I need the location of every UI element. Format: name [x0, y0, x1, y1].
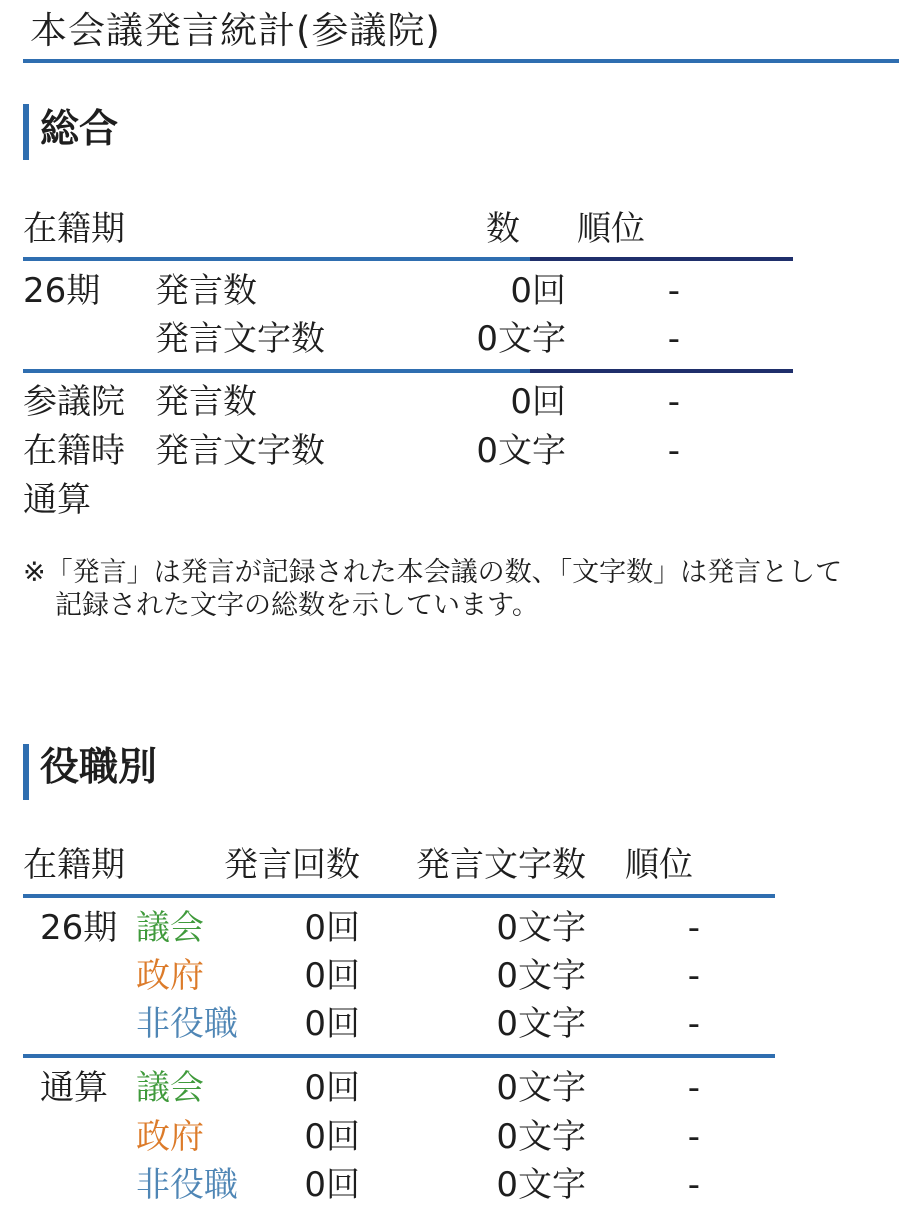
- count-value: 0回: [304, 1117, 360, 1157]
- chars-value: 0文字: [496, 1165, 586, 1205]
- table-divider: [23, 894, 775, 898]
- count-value: 0回: [304, 908, 360, 948]
- page-title: 本会議発言統計(参議院): [30, 9, 441, 52]
- column-header-period: 在籍期: [23, 845, 125, 885]
- column-header-count: 発言回数: [224, 845, 360, 885]
- period-label: 参議院: [23, 382, 125, 422]
- section-heading-summary: 総合: [40, 107, 119, 152]
- table-divider: [23, 257, 530, 261]
- chars-value: 0文字: [496, 1068, 586, 1108]
- metric-value: 0文字: [476, 431, 566, 471]
- chars-value: 0文字: [496, 956, 586, 996]
- metric-label: 発言数: [155, 271, 257, 311]
- column-header-chars: 発言文字数: [416, 845, 586, 885]
- table-divider: [530, 369, 793, 373]
- rank-value: -: [687, 1068, 700, 1108]
- footnote: 記録された文字の総数を示しています。: [55, 590, 539, 621]
- table-divider: [23, 1054, 775, 1058]
- column-header-count: 数: [486, 209, 520, 249]
- column-header-rank: 順位: [577, 209, 645, 249]
- column-header-period: 在籍期: [23, 209, 125, 249]
- rank-value: -: [687, 1004, 700, 1044]
- metric-value: 0回: [510, 382, 566, 422]
- role-label-parliament: 議会: [136, 908, 204, 948]
- role-label-no-post: 非役職: [136, 1165, 238, 1205]
- period-label: 在籍時: [23, 431, 125, 471]
- rank-value: -: [687, 908, 700, 948]
- period-label: 通算: [23, 480, 91, 520]
- period-label: 26期: [40, 908, 118, 948]
- count-value: 0回: [304, 1004, 360, 1044]
- role-label-government: 政府: [136, 956, 204, 996]
- count-value: 0回: [304, 956, 360, 996]
- chars-value: 0文字: [496, 1004, 586, 1044]
- metric-label: 発言文字数: [155, 319, 325, 359]
- footnote: ※「発言」は発言が記録された本会議の数、「文字数」は発言として: [23, 557, 843, 588]
- role-label-no-post: 非役職: [136, 1004, 238, 1044]
- role-label-government: 政府: [136, 1117, 204, 1157]
- metric-value: 0回: [510, 271, 566, 311]
- count-value: 0回: [304, 1068, 360, 1108]
- count-value: 0回: [304, 1165, 360, 1205]
- period-label: 通算: [40, 1068, 108, 1108]
- column-header-rank: 順位: [625, 845, 693, 885]
- title-divider: [23, 59, 899, 63]
- rank-value: -: [687, 1117, 700, 1157]
- metric-value: 0文字: [476, 319, 566, 359]
- period-label: 26期: [23, 271, 101, 311]
- rank-value: -: [667, 319, 680, 359]
- rank-value: -: [687, 956, 700, 996]
- rank-value: -: [667, 382, 680, 422]
- chars-value: 0文字: [496, 1117, 586, 1157]
- table-divider: [23, 369, 530, 373]
- metric-label: 発言文字数: [155, 431, 325, 471]
- rank-value: -: [687, 1165, 700, 1205]
- section-heading-by-role: 役職別: [40, 745, 158, 790]
- role-label-parliament: 議会: [136, 1068, 204, 1108]
- rank-value: -: [667, 431, 680, 471]
- section-accent-bar: [23, 744, 29, 800]
- section-accent-bar: [23, 104, 29, 160]
- metric-label: 発言数: [155, 382, 257, 422]
- table-divider: [530, 257, 793, 261]
- rank-value: -: [667, 271, 680, 311]
- chars-value: 0文字: [496, 908, 586, 948]
